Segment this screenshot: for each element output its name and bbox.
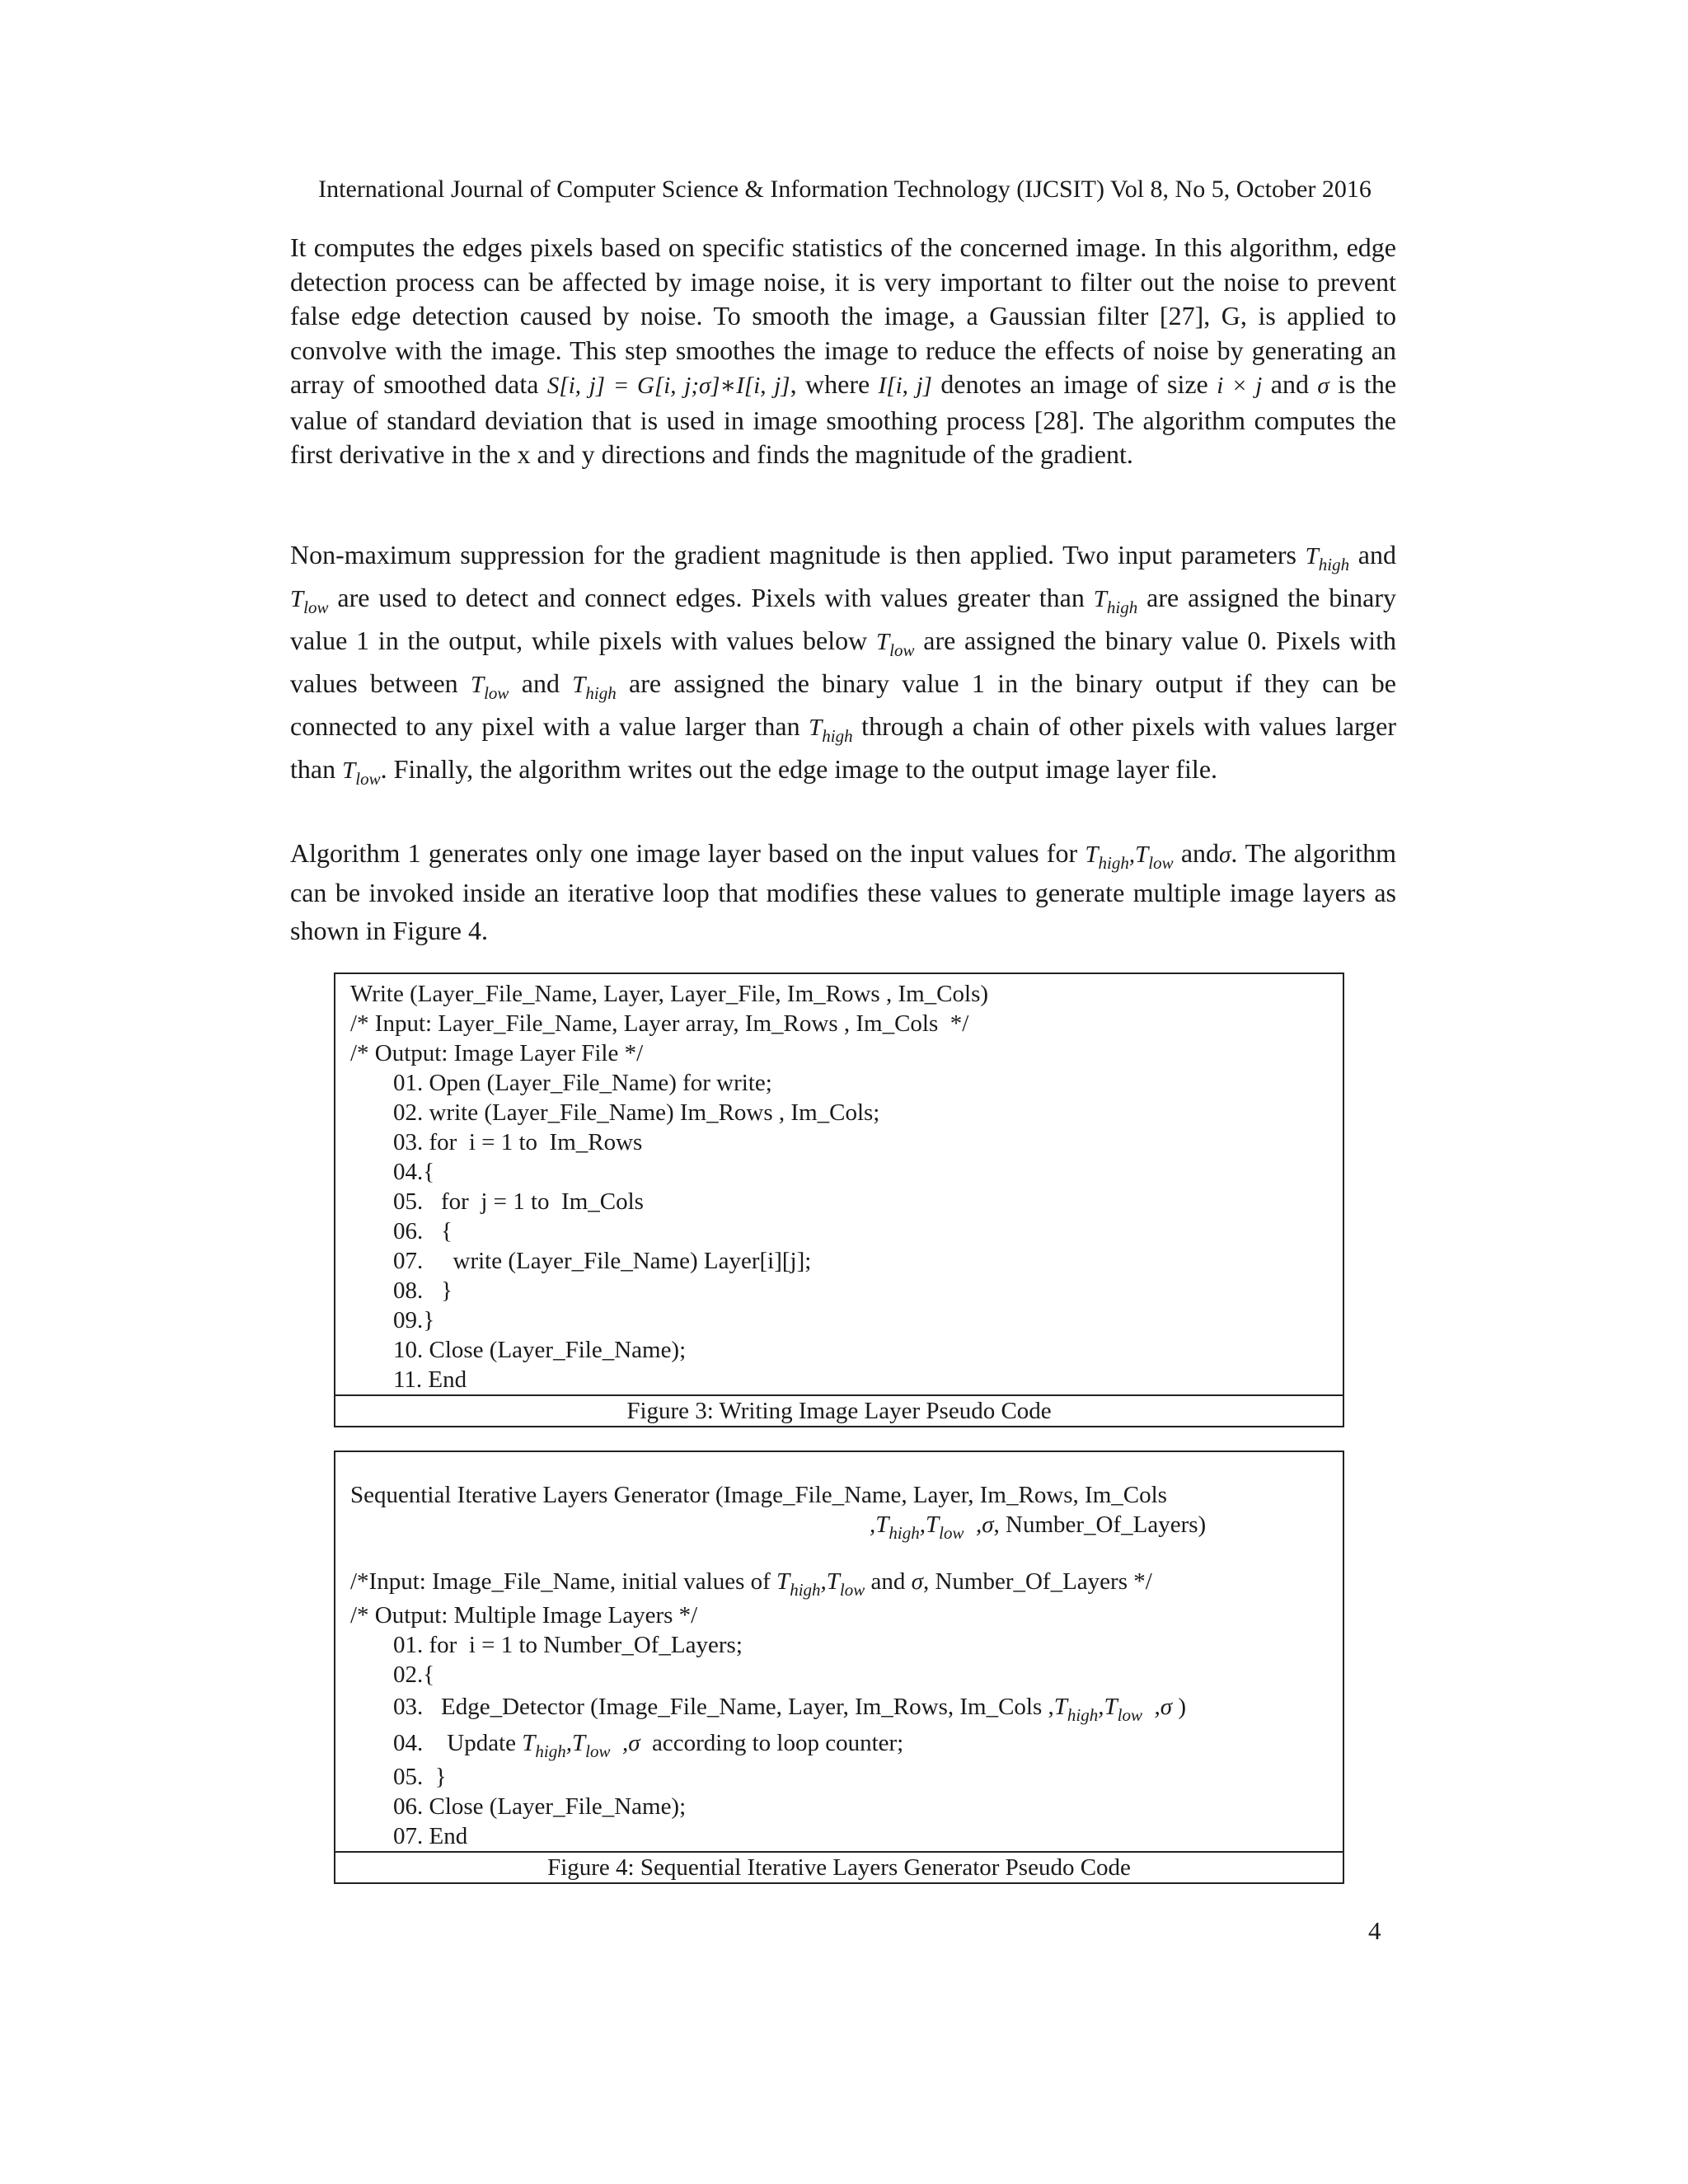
para3-text-2: and xyxy=(1180,838,1220,868)
para1-text-4: and xyxy=(1270,369,1309,399)
para2-text-1: Non-maximum suppression for the gradient magnitude is then applied. Two input parameters xyxy=(290,540,1296,569)
t-high-symbol: $T_{high}$ xyxy=(572,672,617,703)
code-line: 09.} xyxy=(393,1307,435,1333)
code-line: 07. End xyxy=(393,1823,468,1849)
code-line: 06. { xyxy=(393,1218,452,1244)
code-line: 06. Close (Layer_File_Name); xyxy=(393,1793,687,1820)
sigma-symbol: σ xyxy=(1219,841,1231,868)
code-line: 08. } xyxy=(393,1277,452,1304)
para2-text-7: are assigned the binary value 1 in the binary output if they can be connected to any pixel with a value larger than xyxy=(290,668,1397,741)
code-line: 10. Close (Layer_File_Name); xyxy=(393,1337,687,1363)
para1-text-5: is the value of standard deviation that is used in image smoothing process [28]. The algorithm computes the first derivative in the x and y directions and finds the magnitude of the gradient. xyxy=(290,369,1397,469)
figure-3-box xyxy=(334,972,1344,1427)
para2-text-2: and xyxy=(1357,540,1396,569)
image-symbol: I[i, j] xyxy=(878,373,932,399)
sigma-symbol: σ xyxy=(1317,373,1329,399)
paragraph-non-maximum-suppression xyxy=(290,534,1396,791)
figure-4-code xyxy=(335,1452,1343,1851)
code-line: 03. for i = 1 to Im_Rows xyxy=(393,1129,643,1155)
t-high-symbol: $T_{high}$ xyxy=(1093,586,1138,617)
paragraph-algorithm-1 xyxy=(290,834,1396,949)
t-low-symbol: $T_{low}$ xyxy=(875,629,915,660)
t-low-symbol: $T_{low}$ xyxy=(470,672,509,703)
t-high-t-low-symbols: $T_{high},T_{low}$ xyxy=(1085,841,1174,873)
code-line: Write (Layer_File_Name, Layer, Layer_File, Im_Rows , Im_Cols) xyxy=(350,981,989,1007)
code-line: Sequential Iterative Layers Generator (Image_File_Name, Layer, Im_Rows, Im_Cols xyxy=(350,1482,1167,1508)
para2-text-9: . Finally, the algorithm writes out the edge image to the output image layer file. xyxy=(380,754,1218,784)
figure-3-code xyxy=(335,974,1343,1394)
figure-4-caption: Figure 4: Sequential Iterative Layers Generator Pseudo Code xyxy=(335,1851,1343,1882)
para3-text-1: Algorithm 1 generates only one image layer based on the input values for xyxy=(290,838,1078,868)
code-line: /* Output: Image Layer File */ xyxy=(350,1040,644,1066)
para1-text-1: It computes the edges pixels based on specific statistics of the concerned image. In this algorithm, edge detection process can be affected by image noise, it is very important to filter out the noise to prevent false edge detection caused by noise. To smooth the image, a Gaussian filter [27], G, is applied to convolve with the image. This step smoothes the image to reduce the effects of noise by generating an array of smoothed data xyxy=(290,232,1396,399)
code-line: 05. for j = 1 to Im_Cols xyxy=(393,1188,644,1215)
paragraph-gaussian-smoothing xyxy=(290,231,1396,472)
para2-text-8: through a chain of other pixels with values larger than xyxy=(290,711,1397,784)
code-line: 11. End xyxy=(393,1366,467,1393)
para2-text-3: are used to detect and connect edges. Pixels with values greater than xyxy=(337,583,1085,612)
size-symbol: i × j xyxy=(1217,373,1263,399)
t-low-symbol: $T_{low}$ xyxy=(342,757,381,789)
t-high-symbol: $T_{high}$ xyxy=(1305,543,1350,574)
code-line: 04.{ xyxy=(393,1159,435,1185)
code-line: 02.{ xyxy=(393,1661,435,1688)
journal-header: International Journal of Computer Science & Information Technology (IJCSIT) Vol 8, No 5, October 2016 xyxy=(318,176,1372,203)
code-line: $,T_{high},T_{low}$ ,σ, Number_Of_Layers) xyxy=(870,1511,1207,1543)
code-line: 03. Edge_Detector (Image_File_Name, Layer, Im_Rows, Im_Cols $,T_{high},T_{low}$ ,σ ) xyxy=(393,1694,1186,1725)
smoothing-equation: S[i, j] = G[i, j;σ]∗I[i, j] xyxy=(546,373,790,399)
t-low-symbol: $T_{low}$ xyxy=(290,586,329,617)
para3-text-3: . The algorithm can be invoked inside an iterative loop that modifies these values to generate multiple image layers as shown in Figure 4. xyxy=(290,838,1397,945)
para2-text-6: and xyxy=(521,668,560,698)
code-line: 01. Open (Layer_File_Name) for write; xyxy=(393,1070,772,1096)
code-line: /* Output: Multiple Image Layers */ xyxy=(350,1602,698,1629)
t-high-symbol: $T_{high}$ xyxy=(809,715,853,746)
para2-text-4: are assigned the binary value 1 in the output, while pixels with values below xyxy=(290,583,1397,655)
para1-text-2: , where xyxy=(790,369,870,399)
page-number: 4 xyxy=(1368,1916,1381,1945)
code-line: 04. Update $T_{high},T_{low}$ ,σ according to loop counter; xyxy=(393,1730,904,1761)
figure-3-caption: Figure 3: Writing Image Layer Pseudo Code xyxy=(335,1394,1343,1426)
para2-text-5: are assigned the binary value 0. Pixels with values between xyxy=(290,626,1397,698)
code-line: 02. write (Layer_File_Name) Im_Rows , Im_Cols; xyxy=(393,1099,880,1126)
code-line: /* Input: Layer_File_Name, Layer array, Im_Rows , Im_Cols */ xyxy=(350,1010,969,1037)
code-line: 07. write (Layer_File_Name) Layer[i][j]; xyxy=(393,1248,812,1274)
code-line: /*Input: Image_File_Name, initial values of $T_{high},T_{low}$ and σ, Number_Of_Layers */ xyxy=(350,1568,1152,1600)
code-line: 05. } xyxy=(393,1764,447,1790)
para1-text-3: denotes an image of size xyxy=(940,369,1208,399)
figure-4-box xyxy=(334,1451,1344,1884)
code-line: 01. for i = 1 to Number_Of_Layers; xyxy=(393,1632,743,1658)
